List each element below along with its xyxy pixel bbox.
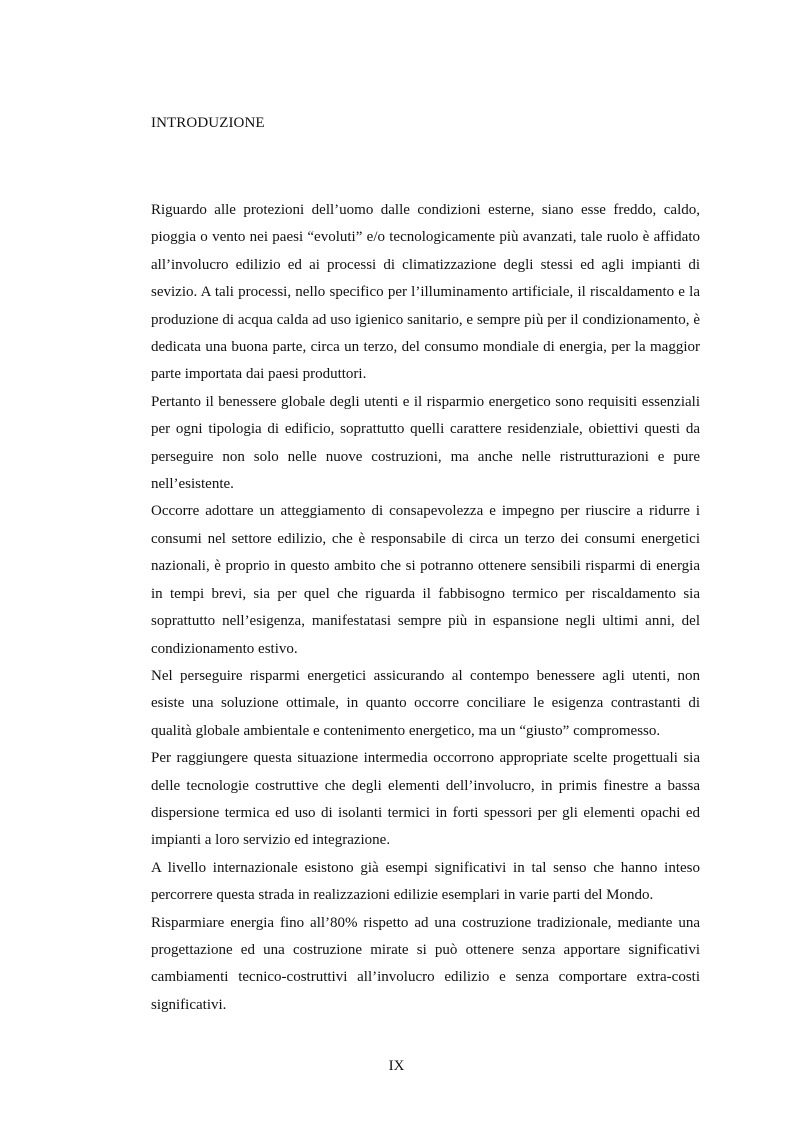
paragraph: Per raggiungere questa situazione intermedia occorrono appropriate scelte progettuali sia delle tecnologie costruttive che degli elementi dell’involucro, in primis finestre a bassa dispersione termica ed uso di isolanti termici in forti spessori per gli elementi opachi ed impianti a loro servizio ed integrazione. — [151, 750, 700, 849]
paragraph: Occorre adottare un atteggiamento di consapevolezza e impegno per riuscire a ridurre i consumi nel settore edilizio, che è responsabile di circa un terzo dei consumi energetici nazionali, è proprio in questo ambito che si potranno ottenere sensibili risparmi di energia in tempi brevi, sia per quel che riguarda il fabbisogno termico per riscaldamento sia soprattutto nell’esigenza, manifestatasi sempre più in espansione negli ultimi anni, del condizionamento estivo. — [151, 503, 700, 657]
page-number: IX — [388, 1058, 405, 1074]
section-heading: INTRODUZIONE — [151, 115, 265, 131]
paragraph: Pertanto il benessere globale degli utenti e il risparmio energetico sono requisiti essenziali per ogni tipologia di edificio, soprattutto quelli carattere residenziale, obiettivi questi da perseguire non solo nelle nuove costruzioni, ma anche nelle ristrutturazioni e pure nell’esistente. — [151, 393, 700, 493]
paragraph: Riguardo alle protezioni dell’uomo dalle condizioni esterne, siano esse freddo, caldo, pioggia o vento nei paesi “evoluti” e/o tecnologicamente più avanzati, tale ruolo è affidato all’involucro edilizio ed ai processi di climatizzazione degli stessi ed agli impianti di sevizio. A tali processi, nello specifico per l’illuminamento artificiale, il riscaldamento e la produzione di acqua calda ad uso igienico sanitario, e sempre più per il condizionamento, è dedicata una buona parte, circa un terzo, del consumo mondiale di energia, per la maggior parte importata dai paesi produttori. — [151, 202, 700, 383]
paragraph: A livello internazionale esistono già esempi significativi in tal senso che hanno inteso percorrere questa strada in realizzazioni edilizie esemplari in varie parti del Mondo. — [151, 859, 700, 904]
paragraph: Risparmiare energia fino all’80% rispetto ad una costruzione tradizionale, mediante una progettazione ed una costruzione mirate si può ottenere senza apportare significativi cambiamenti tecnico-costruttivi all’involucro edilizio e senza comportare extra-costi significativi. — [151, 914, 700, 1013]
paragraph: Nel perseguire risparmi energetici assicurando al contempo benessere agli utenti, non esiste una soluzione ottimale, in quanto occorre conciliare le esigenza contrastanti di qualità globale ambientale e contenimento energetico, ma un “giusto” compromesso. — [151, 667, 700, 739]
body-text — [151, 197, 700, 1019]
